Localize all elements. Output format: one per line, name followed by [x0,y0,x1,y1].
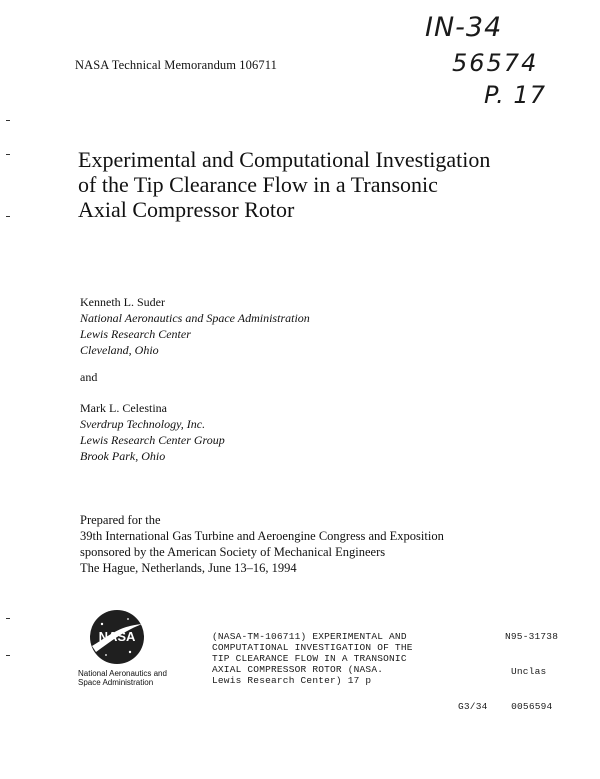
prepared-for-block [80,512,444,576]
author-1-org: National Aeronautics and Space Administration [80,311,310,325]
category-number: G3/34 [458,701,488,712]
author-2-name: Mark L. Celestina [80,401,167,415]
author-1-center: Lewis Research Center [80,327,191,341]
prepared-line-4: The Hague, Netherlands, June 13–16, 1994 [80,561,297,575]
document-number: 0056594 [511,701,553,712]
title-line-3: Axial Compressor Rotor [78,197,295,222]
classification: Unclas [511,666,547,677]
citation-line-4: AXIAL COMPRESSOR ROTOR (NASA. [212,664,384,675]
handwritten-category: IN-34 [425,12,503,43]
prepared-line-2: 39th International Gas Turbine and Aeroengine Congress and Exposition [80,529,444,543]
logo-caption-line-2: Space Administration [78,678,154,687]
scan-mark [6,120,10,121]
nasa-logo-icon [88,608,146,666]
author-1-name: Kenneth L. Suder [80,295,165,309]
author-2-org: Sverdrup Technology, Inc. [80,417,206,431]
author-conjunction: and [80,370,98,384]
author-1 [80,294,310,358]
author-2 [80,400,225,464]
handwritten-number: 56574 [452,49,539,77]
logo-caption-line-1: National Aeronautics and [78,669,167,678]
title-line-1: Experimental and Computational Investigation [78,147,491,172]
catalog-citation [212,631,413,686]
citation-line-5: Lewis Research Center) 17 p [212,675,372,686]
report-series: NASA Technical Memorandum 106711 [75,58,277,72]
accession-number: N95-31738 [505,631,559,642]
prepared-line-1: Prepared for the [80,513,161,527]
scan-mark [6,655,10,656]
category-code [458,701,552,712]
prepared-line-3: sponsored by the American Society of Mechanical Engineers [80,545,386,559]
logo-text: NASA [98,629,136,644]
citation-line-1: (NASA-TM-106711) EXPERIMENTAL AND [212,631,407,642]
scan-mark [6,618,10,619]
author-1-location: Cleveland, Ohio [80,343,159,357]
citation-line-2: COMPUTATIONAL INVESTIGATION OF THE [212,642,413,653]
author-2-location: Brook Park, Ohio [80,449,166,463]
scan-mark [6,216,10,217]
document-title [78,147,558,222]
citation-line-3: TIP CLEARANCE FLOW IN A TRANSONIC [212,653,407,664]
title-line-2: of the Tip Clearance Flow in a Transonic [78,172,438,197]
author-2-center: Lewis Research Center Group [80,433,225,447]
handwritten-pages: P. 17 [484,81,546,109]
scan-mark [6,154,10,155]
logo-caption [78,669,167,687]
